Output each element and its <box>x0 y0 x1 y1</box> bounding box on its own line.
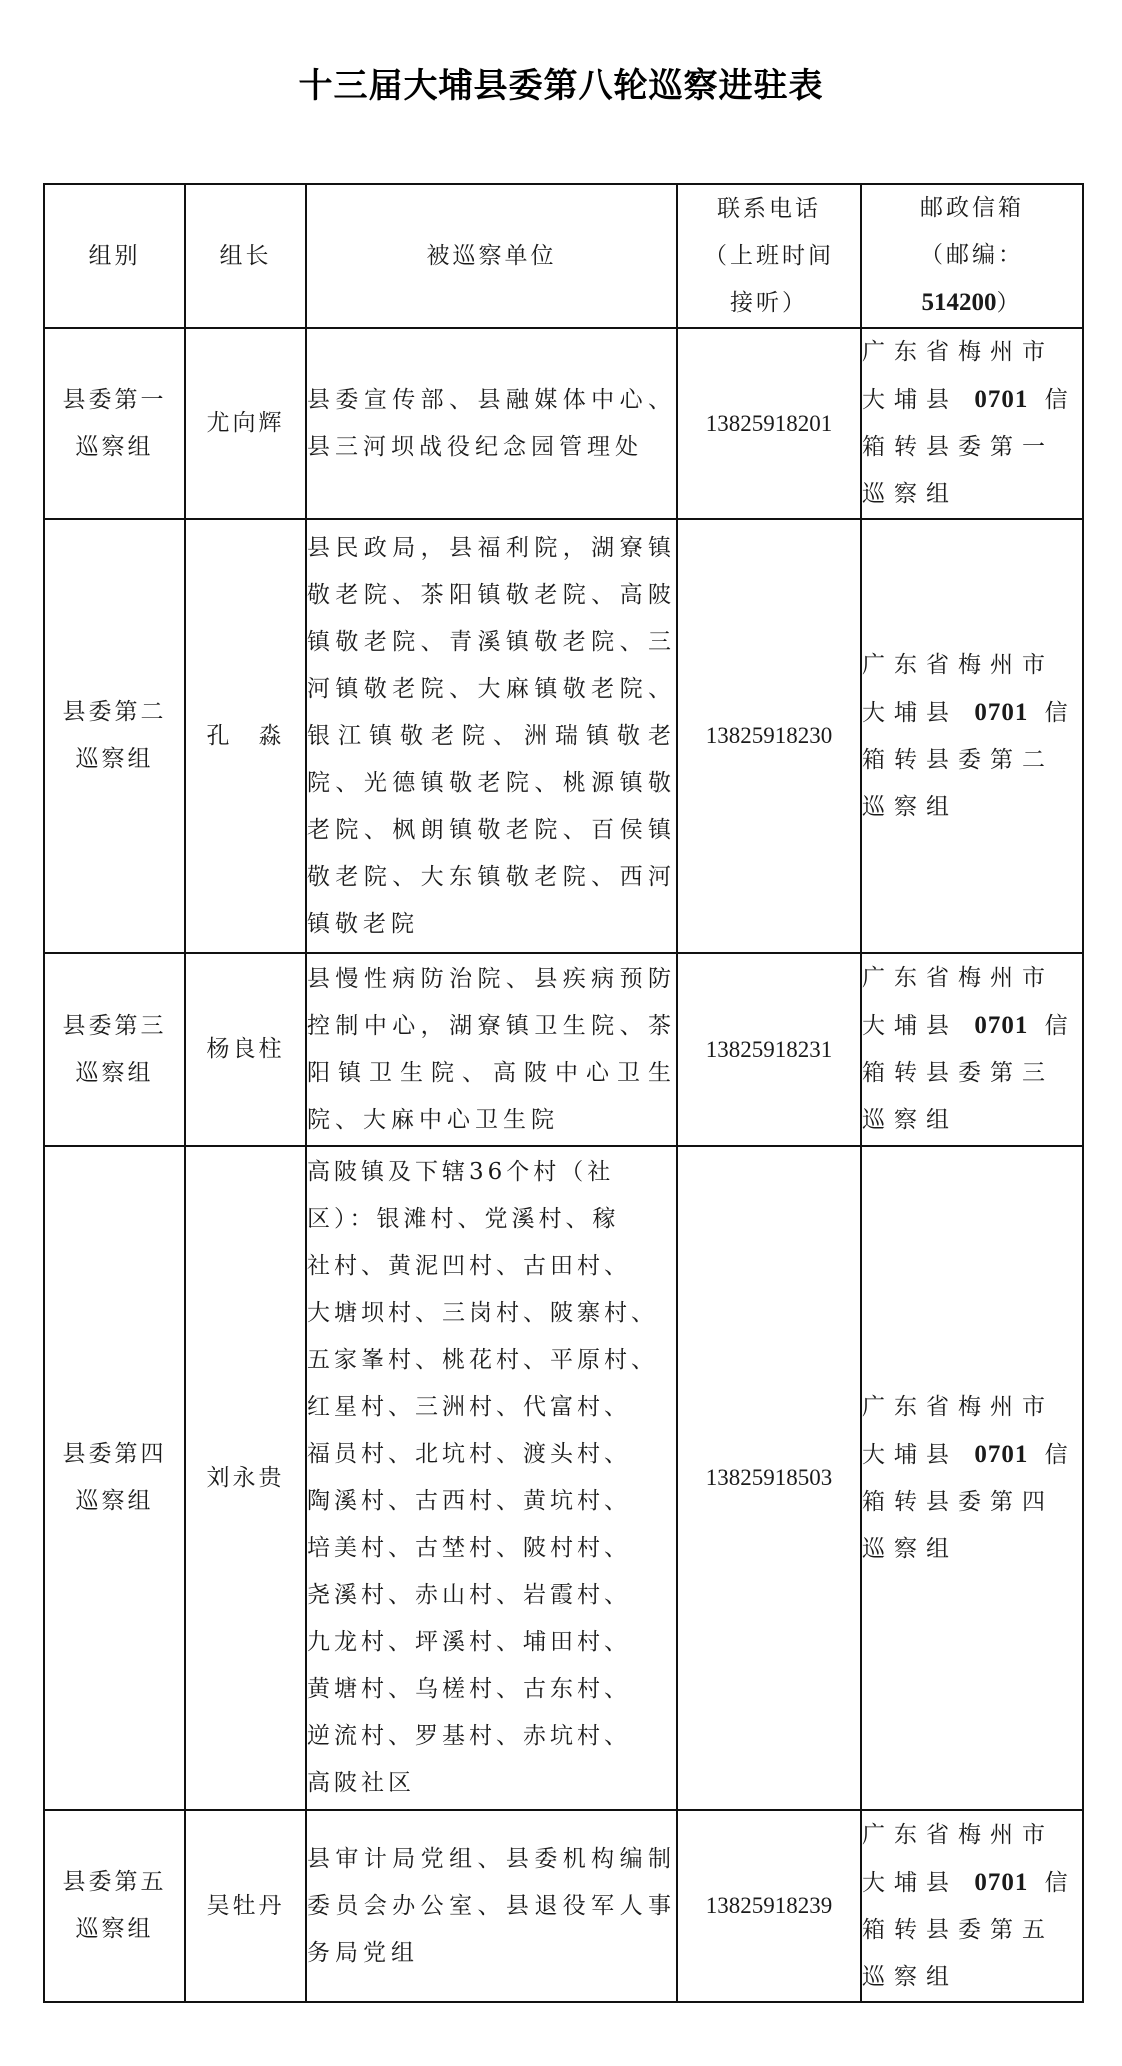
group-name-line1: 县委第四 <box>62 1441 167 1467</box>
phone-cell: 13825918201 <box>677 328 861 519</box>
address-prefix: 广东省梅州市大埔县 <box>862 339 1054 413</box>
header-mail-line2: （邮编： <box>920 242 1024 268</box>
postal-code: 514200 <box>921 289 997 316</box>
address-suffix: 信箱转县委第三巡察组 <box>862 1013 1077 1133</box>
units-line: 红星村、三洲村、代富村、 <box>307 1394 631 1420</box>
table-row <box>44 1810 1083 2002</box>
header-phone-line2: （上班时间 <box>704 242 834 269</box>
postal-code-close: ） <box>996 290 1023 316</box>
leader-cell: 杨良柱 <box>185 953 306 1146</box>
group-name-line2: 巡察组 <box>75 1916 154 1942</box>
mailbox-number: 0701 <box>974 1012 1029 1039</box>
mailbox-cell <box>861 1146 1083 1810</box>
header-phone-line3: 接听） <box>730 289 808 316</box>
header-mail-line3 <box>862 279 1082 327</box>
mailbox-number: 0701 <box>974 698 1029 726</box>
header-phone <box>677 184 861 328</box>
units-line: 福员村、北坑村、渡头村、 <box>307 1441 631 1467</box>
table-row <box>44 519 1083 953</box>
group-name-line2: 巡察组 <box>75 746 154 772</box>
units-cell: 县委宣传部、县融媒体中心、县三河坝战役纪念园管理处 <box>306 328 677 519</box>
group-name-line2: 巡察组 <box>75 433 154 460</box>
header-group: 组别 <box>44 184 185 328</box>
header-units: 被巡察单位 <box>306 184 677 328</box>
units-cell: 县慢性病防治院、县疾病预防控制中心，湖寮镇卫生院、茶阳镇卫生院、高陂中心卫生院、大麻中心卫生院 <box>306 953 677 1146</box>
group-name-line2: 巡察组 <box>75 1059 154 1086</box>
group-cell <box>44 1146 185 1810</box>
leader-cell: 尤向辉 <box>185 328 306 519</box>
address-prefix: 广东省梅州市大埔县 <box>862 965 1054 1039</box>
table-row <box>44 953 1083 1146</box>
mailbox-number: 0701 <box>974 1440 1029 1468</box>
units-line: 大塘坝村、三岗村、陂寨村、 <box>307 1300 658 1326</box>
units-cell: 县民政局，县福利院，湖寮镇敬老院、茶阳镇敬老院、高陂镇敬老院、青溪镇敬老院、三河镇敬老院、大麻镇敬老院、银江镇敬老院、洲瑞镇敬老院、光德镇敬老院、桃源镇敬老院、枫朗镇敬老院、百侯镇敬老院、大东镇敬老院、西河镇敬老院 <box>306 519 677 953</box>
header-leader: 组长 <box>185 184 306 328</box>
address-prefix: 广东省梅州市大埔县 <box>862 1393 1054 1468</box>
leader-cell: 刘永贵 <box>185 1146 306 1810</box>
units-line: 区）：银滩村、党溪村、稼 <box>307 1206 620 1232</box>
group-cell <box>44 953 185 1146</box>
inspection-table <box>43 183 1084 2003</box>
header-mailbox <box>861 184 1083 328</box>
group-name-line2: 巡察组 <box>75 1488 154 1514</box>
units-line: 黄塘村、乌槎村、古东村、 <box>307 1676 631 1702</box>
units-cell <box>306 1146 677 1810</box>
document-title: 十三届大埔县委第八轮巡察进驻表 <box>298 66 824 106</box>
phone-cell: 13825918231 <box>677 953 861 1146</box>
units-line: 九龙村、坪溪村、埔田村、 <box>307 1629 631 1655</box>
table-row <box>44 328 1083 519</box>
address-prefix: 广东省梅州市大埔县 <box>862 1821 1054 1896</box>
mailbox-cell <box>861 519 1083 953</box>
phone-cell: 13825918239 <box>677 1810 861 2002</box>
group-cell <box>44 519 185 953</box>
table-row <box>44 1146 1083 1810</box>
mailbox-cell <box>861 1810 1083 2002</box>
table-header-row <box>44 184 1083 328</box>
address-suffix: 信箱转县委第五巡察组 <box>862 1869 1077 1990</box>
address-suffix: 信箱转县委第二巡察组 <box>862 699 1077 820</box>
units-line: 培美村、古埜村、陂村村、 <box>307 1535 631 1561</box>
units-line: 高陂镇及下辖36个村（社 <box>307 1159 615 1185</box>
address-suffix: 信箱转县委第一巡察组 <box>862 387 1077 507</box>
phone-cell: 13825918230 <box>677 519 861 953</box>
units-line: 陶溪村、古西村、黄坑村、 <box>307 1488 631 1514</box>
leader-cell: 吴牡丹 <box>185 1810 306 2002</box>
mailbox-number: 0701 <box>974 386 1029 413</box>
group-name-line1: 县委第三 <box>62 1012 167 1039</box>
units-line: 逆流村、罗基村、赤坑村、 <box>307 1723 631 1749</box>
units-line: 尧溪村、赤山村、岩霞村、 <box>307 1582 631 1608</box>
group-name-line1: 县委第一 <box>62 386 167 413</box>
group-cell <box>44 328 185 519</box>
address-suffix: 信箱转县委第四巡察组 <box>862 1441 1077 1562</box>
mailbox-cell <box>861 328 1083 519</box>
address-prefix: 广东省梅州市大埔县 <box>862 651 1054 726</box>
mailbox-cell <box>861 953 1083 1146</box>
header-phone-line1: 联系电话 <box>717 195 821 222</box>
units-line: 社村、黄泥凹村、古田村、 <box>307 1253 631 1279</box>
leader-cell: 孔 淼 <box>185 519 306 953</box>
group-name-line1: 县委第五 <box>62 1869 167 1895</box>
group-name-line1: 县委第二 <box>62 699 167 725</box>
units-line: 高陂社区 <box>307 1770 415 1796</box>
phone-cell: 13825918503 <box>677 1146 861 1810</box>
units-line: 五家峯村、桃花村、平原村、 <box>307 1347 658 1373</box>
mailbox-number: 0701 <box>974 1868 1029 1896</box>
header-mail-line1: 邮政信箱 <box>920 195 1024 221</box>
units-cell: 县审计局党组、县委机构编制委员会办公室、县退役军人事务局党组 <box>306 1810 677 2002</box>
group-cell <box>44 1810 185 2002</box>
